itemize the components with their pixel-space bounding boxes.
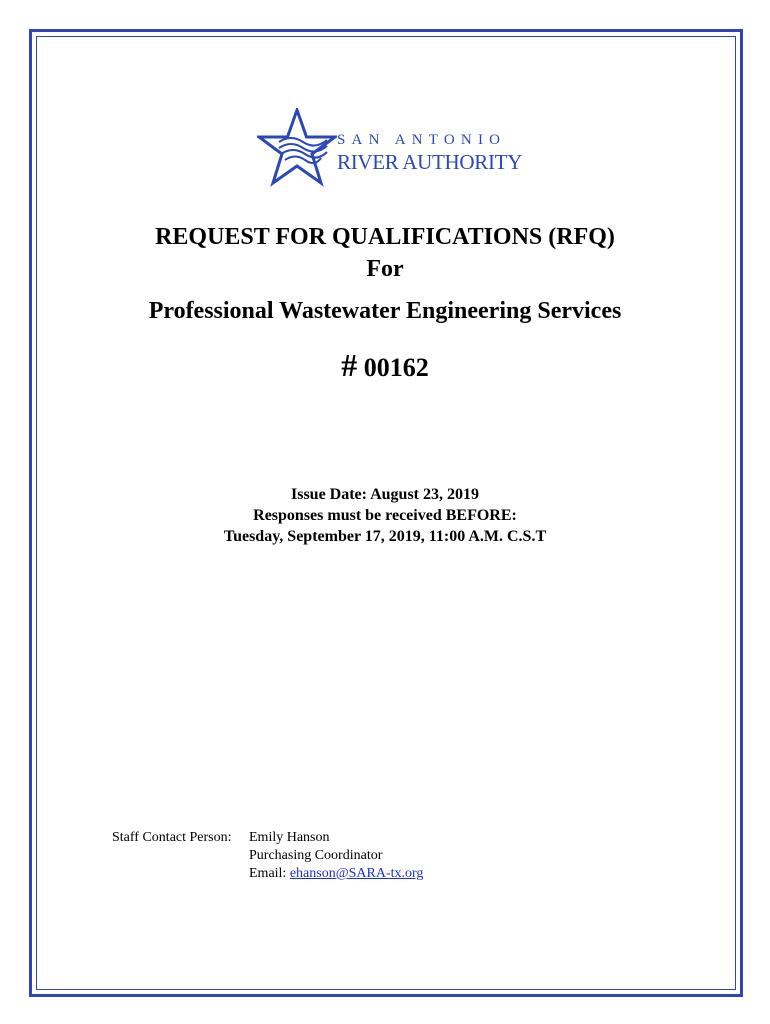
logo-line-1: SAN ANTONIO <box>337 132 507 148</box>
issue-date: Issue Date: August 23, 2019 <box>290 486 479 503</box>
contact-label: Staff Contact Person: <box>112 830 232 845</box>
document-title-for: For <box>366 256 404 282</box>
rfq-number-value: 00162 <box>363 353 429 382</box>
star-river-icon <box>257 108 337 188</box>
rfq-number <box>0 347 770 384</box>
email-label: Email: <box>249 866 290 881</box>
contact-email-line <box>249 866 423 882</box>
hash-symbol: # <box>341 347 358 383</box>
logo-line-2: RIVER AUTHORITY <box>337 150 523 174</box>
responses-notice: Responses must be received BEFORE: <box>253 507 517 524</box>
deadline: Tuesday, September 17, 2019, 11:00 A.M. C.S.T <box>223 528 547 545</box>
document-subject: Professional Wastewater Engineering Services <box>148 298 622 324</box>
san-antonio-river-authority-logo <box>257 108 527 188</box>
contact-name: Emily Hanson <box>249 830 330 845</box>
document-title: REQUEST FOR QUALIFICATIONS (RFQ) <box>155 224 615 250</box>
contact-title: Purchasing Coordinator <box>249 848 383 863</box>
email-link[interactable]: ehanson@SARA-tx.org <box>289 866 424 881</box>
